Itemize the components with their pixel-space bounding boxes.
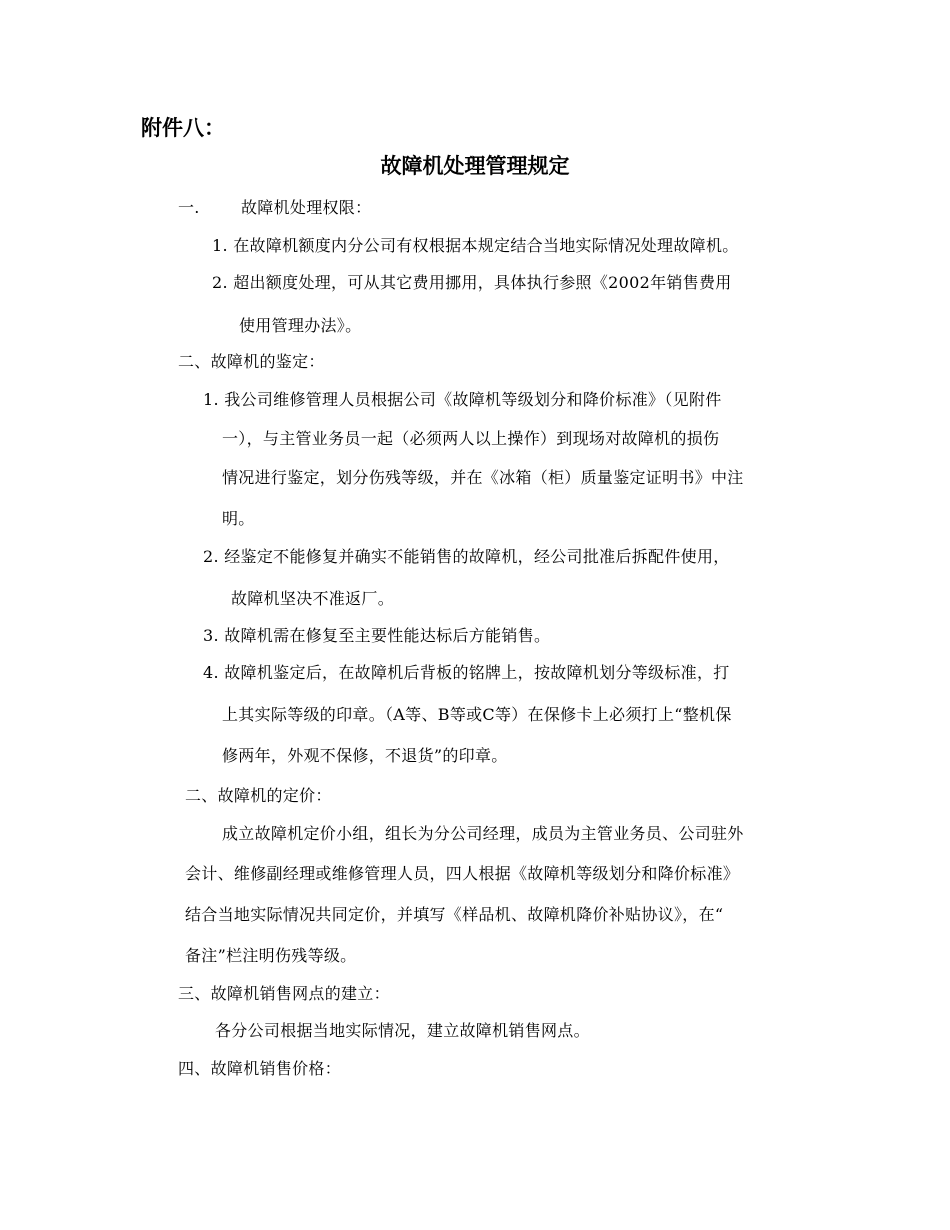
- section-2-item-1-line-2: 一），与主管业务员一起（必须两人以上操作）到现场对故障机的损伤: [222, 429, 720, 448]
- attachment-label: 附件八：: [141, 116, 225, 140]
- section-2-item-4-line-1: 4. 故障机鉴定后，在故障机后背板的铭牌上，按故障机划分等级标准，打: [203, 663, 730, 682]
- section-1-heading: 故障机处理权限：: [241, 198, 372, 217]
- section-3-paragraph-line-2: 会计、维修副经理或维修管理人员，四人根据《故障机等级划分和降价标准》: [185, 864, 740, 883]
- section-2-item-1-line-1: 1. 我公司维修管理人员根据公司《故障机等级划分和降价标准》（见附件: [203, 390, 722, 409]
- section-2-item-1-line-3: 情况进行鉴定，划分伤残等级，并在《冰箱（柜）质量鉴定证明书》中注: [222, 468, 744, 487]
- section-4-paragraph: 各分公司根据当地实际情况，建立故障机销售网点。: [215, 1021, 590, 1040]
- section-1-item-1: 1. 在故障机额度内分公司有权根据本规定结合当地实际情况处理故障机。: [212, 236, 739, 255]
- section-1-number: 一.: [178, 198, 200, 217]
- section-5-heading: 四、故障机销售价格：: [178, 1059, 342, 1078]
- section-2-item-1-line-4: 明。: [222, 509, 255, 528]
- section-2-item-2-line-1: 2. 经鉴定不能修复并确实不能销售的故障机，经公司批准后拆配件使用，: [203, 547, 730, 566]
- section-3-paragraph-line-1: 成立故障机定价小组，组长为分公司经理，成员为主管业务员、公司驻外: [222, 824, 744, 843]
- section-3-paragraph-line-3: 结合当地实际情况共同定价，并填写《样品机、故障机降价补贴协议》，在“: [185, 905, 724, 924]
- section-2-item-3: 3. 故障机需在修复至主要性能达标后方能销售。: [203, 626, 551, 645]
- section-4-heading: 三、故障机销售网点的建立：: [178, 984, 390, 1003]
- section-3-heading: 二、故障机的定价：: [185, 786, 332, 805]
- section-2-item-2-line-2: 故障机坚决不准返厂。: [231, 589, 395, 608]
- section-2-item-4-line-2: 上其实际等级的印章。（A等、B等或C等）在保修卡上必须打上“整机保: [222, 705, 732, 724]
- section-2-item-4-line-3: 修两年，外观不保修，不退货”的印章。: [222, 746, 508, 765]
- page-title: 故障机处理管理规定: [380, 154, 570, 178]
- section-1-item-2-line-1: 2. 超出额度处理，可从其它费用挪用，具体执行参照《2002年销售费用: [212, 273, 732, 292]
- section-3-paragraph-line-4: 备注”栏注明伤残等级。: [185, 946, 357, 965]
- section-2-heading: 二、故障机的鉴定：: [178, 352, 325, 371]
- section-1-item-2-line-2: 使用管理办法》。: [239, 316, 362, 335]
